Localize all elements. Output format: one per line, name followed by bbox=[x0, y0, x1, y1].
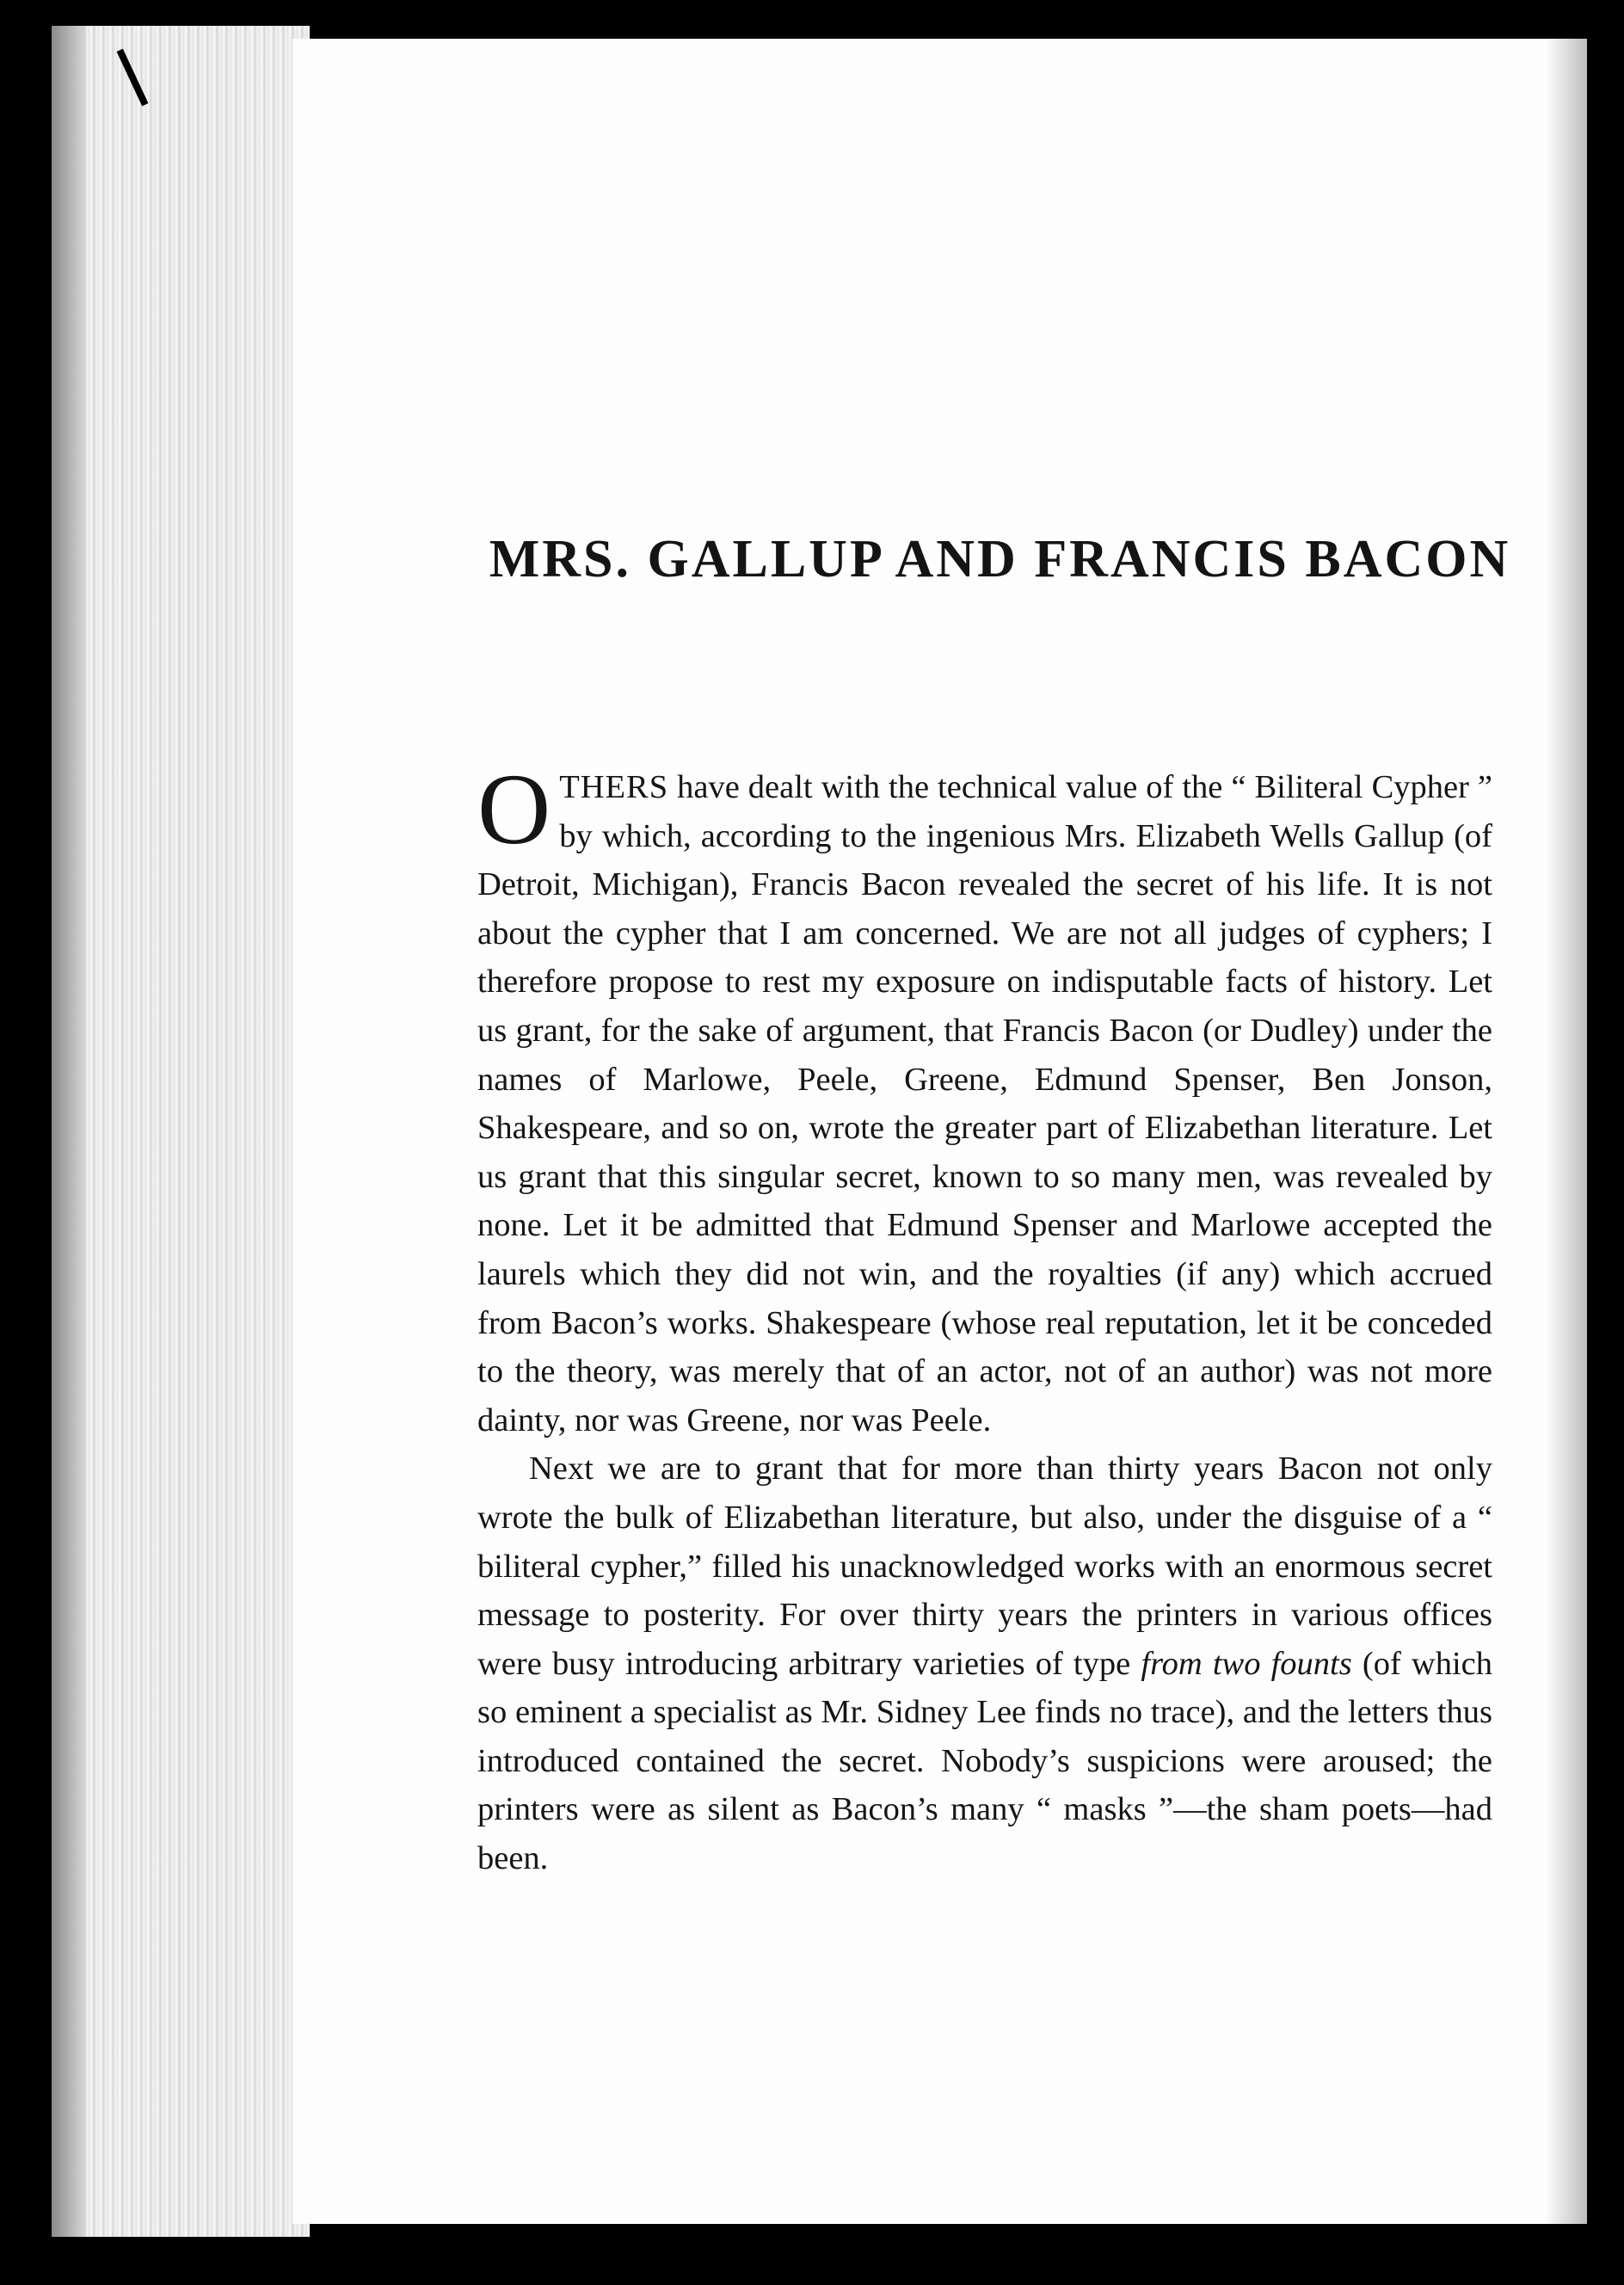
chapter-title: MRS. GALLUP AND FRANCIS BACON bbox=[489, 530, 1511, 588]
page-stack-edges bbox=[52, 26, 310, 2237]
paragraph-1-text: have dealt with the technical value of the “ Biliteral Cypher ” by which, according to the ingenious Mrs. Elizabeth Wells Gallup (of Detroit, Michigan), Francis Bacon revealed the secret of his life. It is not about the cypher that I am concerned. We are not all judges of cyphers; I therefore propose to rest my exposure on indisputable facts of history. Let us grant, for the sake of argument, that Francis Bacon (or Dudley) under the names of Marlowe, Peele, Greene, Edmund Spenser, Ben Jonson, Shakespeare, and so on, wrote the greater part of Elizabethan literature. Let us grant that this singular secret, known to so many men, was revealed by none. Let it be admitted that Edmund Spenser and Marlowe accepted the laurels which they did not win, and the royalties (if any) which accrued from Bacon’s works. Shakespeare (whose real reputation, let it be conceded to the theory, was merely that of an actor, not of an author) was not more dainty, nor was Greene, nor was Peele. bbox=[477, 769, 1492, 1438]
page-stack-shadow bbox=[52, 26, 86, 2237]
book-page bbox=[292, 39, 1587, 2224]
lead-in-caps: THERS bbox=[559, 769, 669, 805]
paragraph-2 bbox=[477, 1444, 1492, 1882]
page-gutter-shadow bbox=[1546, 39, 1587, 2224]
paragraph-2-text-b: (of which so eminent a specialist as Mr. Sidney Lee finds no trace), and the letters thus introduced contained the secret. Nobody’s suspicions were aroused; the printers were as silent as Bacon’s many “ masks ”—the sham poets—had been. bbox=[477, 1645, 1493, 1877]
paragraph-2-italic: from two founts bbox=[1141, 1645, 1352, 1682]
paragraph-2-text-a: Next we are to grant that for more than thirty years Bacon not only wrote the bulk of Elizabethan literature, but also, under the disguise of a “ biliteral cypher,” filled his unacknowledged works with an enormous secret message to posterity. For over thirty years the printers in various offices were busy introducing arbitrary varieties of type bbox=[477, 1450, 1492, 1682]
paragraph-1: O THERS have dealt with the technical value of the “ Biliteral Cypher ” by which, according to the ingenious Mrs. Elizabeth Wells Gallup (of Detroit, Michigan), Francis Bacon revealed the secret of his life. It is not about the cypher that I am concerned. We are not all judges of cyphers; I therefore propose to rest my exposure on indisputable facts of history. Let us grant, for the sake of argument, that Francis Bacon (or Dudley) under the names of Marlowe, Peele, Greene, Edmund Spenser, Ben Jonson, Shakespeare, and so on, wrote the greater part of Elizabethan literature. Let us grant that this singular secret, known to so many men, was revealed by none. Let it be admitted that Edmund Spenser and Marlowe accepted the laurels which they did not win, and the royalties (if any) which accrued from Bacon’s works. Shakespeare (whose real reputation, let it be conceded to the theory, was merely that of an actor, not of an author) was not more dainty, nor was Greene, nor was Peele. bbox=[477, 753, 1492, 1438]
body-text bbox=[477, 753, 1493, 1883]
